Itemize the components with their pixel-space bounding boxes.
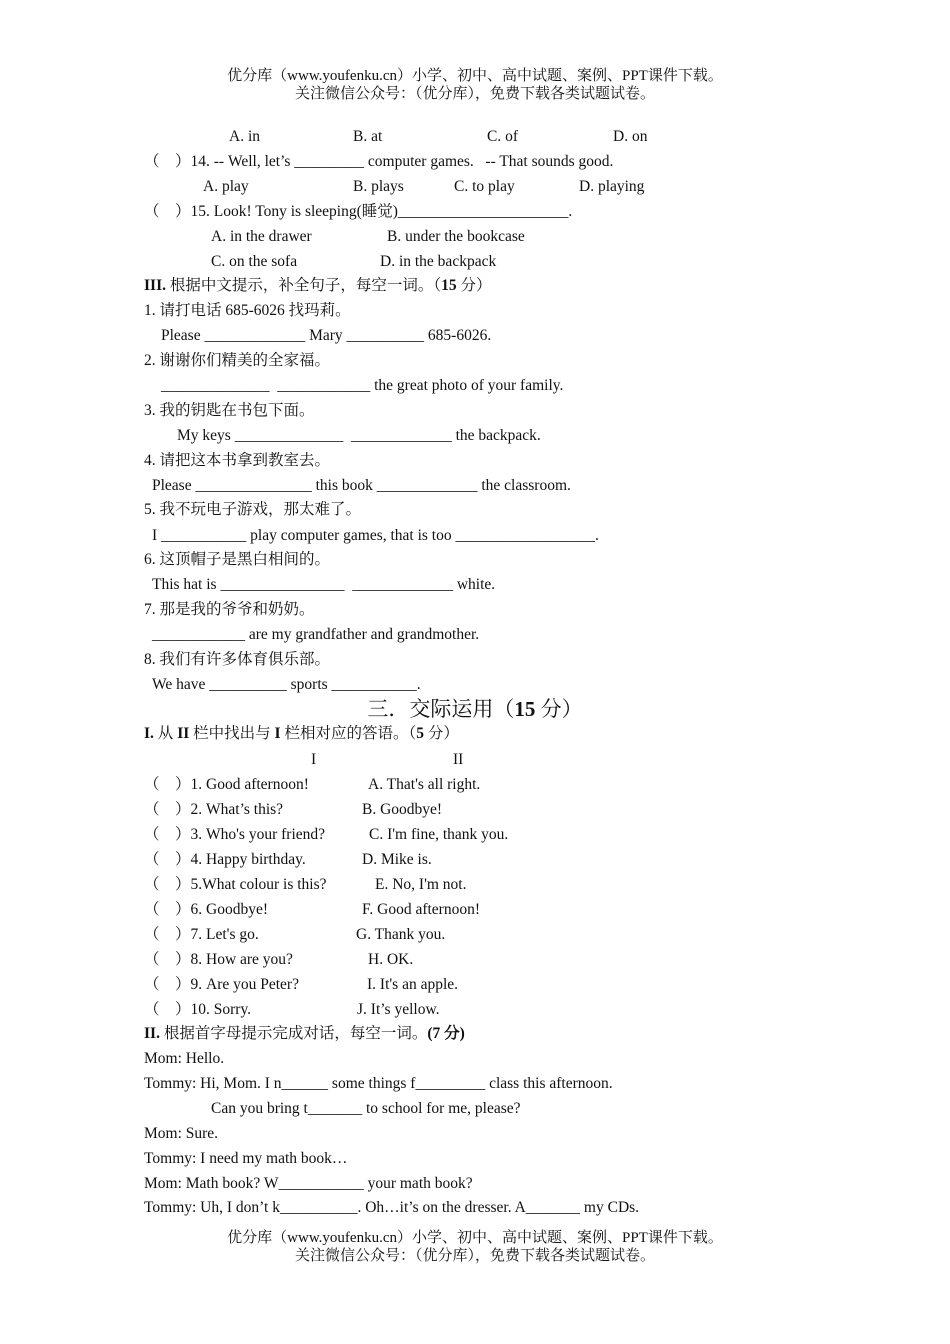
q15-option-c: C. on the sofa	[211, 253, 298, 270]
dialog-line: Tommy: Hi, Mom. I n______ some things f_________ class this afternoon.	[144, 1075, 613, 1092]
match-left-item: （ ）8. How are you?	[144, 951, 293, 968]
q13-option-c: C. of	[487, 128, 518, 145]
part3-item-5-cn: 5. 我不玩电子游戏，那太难了。	[144, 501, 362, 518]
match-left-item: （ ）4. Happy birthday.	[144, 851, 306, 868]
part3-item-7-en: ____________ are my grandfather and grandmother.	[152, 626, 480, 643]
part3-item-2-cn: 2. 谢谢你们精美的全家福。	[144, 352, 331, 369]
match-right-item: F. Good afternoon!	[362, 901, 480, 918]
part3-item-6-cn: 6. 这顶帽子是黑白相间的。	[144, 551, 331, 568]
q15-option-a: A. in the drawer	[211, 228, 312, 245]
match-left-item: （ ）5.What colour is this?	[144, 876, 327, 893]
match-left-item: （ ）10. Sorry.	[144, 1001, 252, 1018]
part3-item-4-cn: 4. 请把这本书拿到教室去。	[144, 452, 331, 469]
match-right-item: G. Thank you.	[356, 926, 446, 943]
part3-item-3-cn: 3. 我的钥匙在书包下面。	[144, 402, 315, 419]
header-line-1: 优分库（www.youfenku.cn）小学、初中、高中试题、案例、PPT课件下载。	[227, 68, 723, 84]
part3-item-8-cn: 8. 我们有许多体育俱乐部。	[144, 651, 331, 668]
part3-item-5-en: I ___________ play computer games, that is too __________________.	[152, 527, 599, 544]
match-left-item: （ ）3. Who's your friend?	[144, 826, 326, 843]
match-right-item: H. OK.	[368, 951, 414, 968]
part3-item-3-en: My keys ______________ _____________ the backpack.	[177, 427, 541, 444]
dialog-heading: II. 根据首字母提示完成对话，每空一词。(7 分)	[144, 1025, 465, 1042]
q13-option-a: A. in	[229, 128, 260, 145]
match-column-i-header: I	[311, 751, 317, 768]
part3-item-4-en: Please _______________ this book _____________ the classroom.	[152, 477, 571, 494]
dialog-line: Tommy: I need my math book…	[144, 1150, 348, 1167]
dialog-line: Can you bring t_______ to school for me, please?	[211, 1100, 521, 1117]
q14-option-d: D. playing	[579, 178, 645, 195]
match-left-item: （ ）9. Are you Peter?	[144, 976, 299, 993]
match-left-item: （ ）6. Goodbye!	[144, 901, 268, 918]
dialog-line: Mom: Sure.	[144, 1125, 219, 1142]
match-right-item: C. I'm fine, thank you.	[369, 826, 509, 843]
match-right-item: B. Goodbye!	[362, 801, 443, 818]
footer-line-1: 优分库（www.youfenku.cn）小学、初中、高中试题、案例、PPT课件下载。	[227, 1230, 723, 1246]
footer-line-2: 关注微信公众号：（优分库），免费下载各类试题试卷。	[294, 1248, 655, 1264]
match-left-item: （ ）7. Let's go.	[144, 926, 259, 943]
match-right-item: E. No, I'm not.	[375, 876, 467, 893]
part3-item-1-en: Please _____________ Mary __________ 685-6026.	[161, 327, 492, 344]
part3-item-1-cn: 1. 请打电话 685-6026 找玛莉。	[144, 302, 351, 319]
part3-item-2-en: ______________ ____________ the great photo of your family.	[161, 377, 564, 394]
q14-option-b: B. plays	[353, 178, 404, 195]
q15-option-d: D. in the backpack	[380, 253, 497, 270]
match-column-ii-header: II	[453, 751, 464, 768]
match-heading: I. 从 II 栏中找出与 I 栏相对应的答语。（5 分）	[144, 725, 459, 742]
q14-stem: （ ）14. -- Well, let’s _________ computer games. -- That sounds good.	[144, 153, 614, 170]
q13-option-d: D. on	[613, 128, 648, 145]
part3-item-7-cn: 7. 那是我的爷爷和奶奶。	[144, 601, 315, 618]
q14-option-a: A. play	[203, 178, 249, 195]
match-left-item: （ ）1. Good afternoon!	[144, 776, 309, 793]
part3-heading: III. 根据中文提示，补全句子，每空一词。（15 分）	[144, 277, 492, 294]
dialog-line: Mom: Math book? W___________ your math book?	[144, 1175, 473, 1192]
dialog-line: Mom: Hello.	[144, 1050, 225, 1067]
header-line-2: 关注微信公众号：（优分库），免费下载各类试题试卷。	[294, 86, 655, 102]
q15-stem: （ ）15. Look! Tony is sleeping(睡觉)______________________.	[144, 203, 573, 220]
dialog-line: Tommy: Uh, I don’t k__________. Oh…it’s on the dresser. A_______ my CDs.	[144, 1199, 640, 1216]
match-right-item: A. That's all right.	[368, 776, 481, 793]
match-right-item: D. Mike is.	[362, 851, 432, 868]
part3-item-8-en: We have __________ sports ___________.	[152, 676, 421, 693]
match-left-item: （ ）2. What’s this?	[144, 801, 284, 818]
q15-option-b: B. under the bookcase	[387, 228, 525, 245]
part3-item-6-en: This hat is ________________ _____________ white.	[152, 576, 496, 593]
q14-option-c: C. to play	[454, 178, 515, 195]
q13-option-b: B. at	[353, 128, 383, 145]
section3-title: 三．交际运用（15 分）	[367, 697, 583, 721]
match-right-item: I. It's an apple.	[367, 976, 459, 993]
match-right-item: J. It’s yellow.	[357, 1001, 440, 1018]
